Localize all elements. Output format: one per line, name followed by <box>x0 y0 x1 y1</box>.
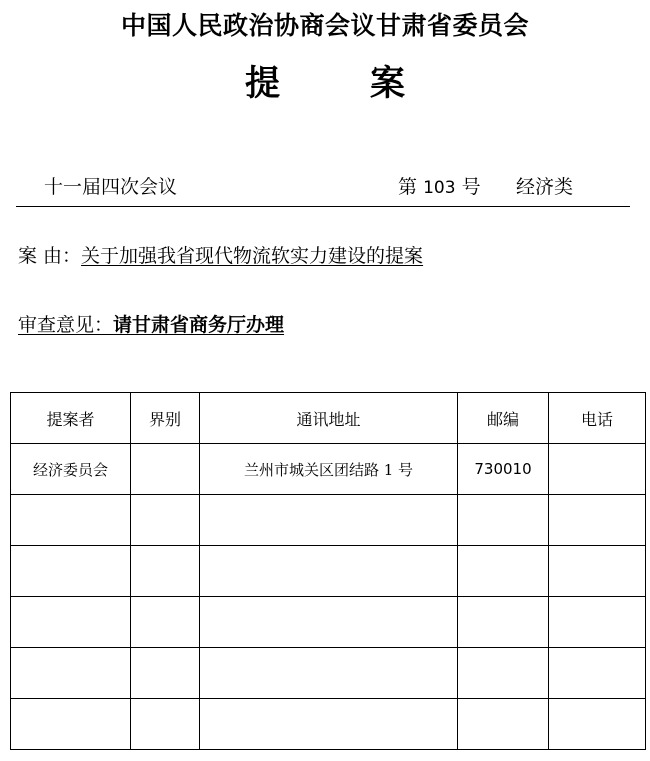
table-row <box>11 546 646 597</box>
cause-label: 案 由： <box>18 245 82 267</box>
cell-proposer <box>11 648 131 699</box>
review-label: 审查意见： <box>18 314 114 336</box>
cell-phone <box>549 495 646 546</box>
cell-address <box>200 648 458 699</box>
proposer-table <box>10 392 646 750</box>
cell-address <box>200 699 458 750</box>
proposal-number <box>398 172 481 199</box>
number-value: 103 <box>423 178 456 198</box>
cell-postcode <box>458 546 549 597</box>
category-label: 经济类 <box>516 176 574 198</box>
table-row <box>11 597 646 648</box>
cell-sector <box>131 444 200 495</box>
table-row <box>11 699 646 750</box>
cell-postcode <box>458 699 549 750</box>
cell-phone <box>549 546 646 597</box>
header-sector: 界别 <box>131 393 200 444</box>
header-phone: 电话 <box>549 393 646 444</box>
cell-proposer <box>11 546 131 597</box>
cell-postcode <box>458 495 549 546</box>
cell-address <box>200 597 458 648</box>
doc-type-char-2: 案 <box>370 63 406 104</box>
header-postcode: 邮编 <box>458 393 549 444</box>
cause-row <box>18 241 423 268</box>
table-row <box>11 495 646 546</box>
number-prefix: 第 <box>398 176 418 198</box>
cell-postcode: 730010 <box>458 444 549 495</box>
document-type-heading <box>0 56 650 106</box>
meta-line <box>16 170 630 207</box>
cell-proposer <box>11 597 131 648</box>
cell-sector <box>131 546 200 597</box>
cell-proposer <box>11 699 131 750</box>
cell-postcode <box>458 597 549 648</box>
doc-type-char-1: 提 <box>244 63 280 104</box>
header-proposer: 提案者 <box>11 393 131 444</box>
cause-text: 关于加强我省现代物流软实力建设的提案 <box>81 245 424 267</box>
cell-sector <box>131 699 200 750</box>
table-row <box>11 648 646 699</box>
cell-sector <box>131 495 200 546</box>
cell-phone <box>549 444 646 495</box>
header-address: 通讯地址 <box>200 393 458 444</box>
session-label: 十一届四次会议 <box>44 176 178 198</box>
review-row <box>18 310 284 337</box>
cell-proposer <box>11 495 131 546</box>
cell-address: 兰州市城关区团结路 1 号 <box>200 444 458 495</box>
cell-postcode <box>458 648 549 699</box>
cell-sector <box>131 648 200 699</box>
cell-phone <box>549 597 646 648</box>
table-row <box>11 444 646 495</box>
cell-proposer: 经济委员会 <box>11 444 131 495</box>
cell-phone <box>549 648 646 699</box>
cell-phone <box>549 699 646 750</box>
review-text: 请甘肃省商务厅办理 <box>113 314 285 336</box>
table-header-row <box>11 393 646 444</box>
cell-address <box>200 495 458 546</box>
cell-sector <box>131 597 200 648</box>
cell-address <box>200 546 458 597</box>
number-suffix: 号 <box>461 176 481 198</box>
org-title: 中国人民政治协商会议甘肃省委员会 <box>120 11 529 40</box>
